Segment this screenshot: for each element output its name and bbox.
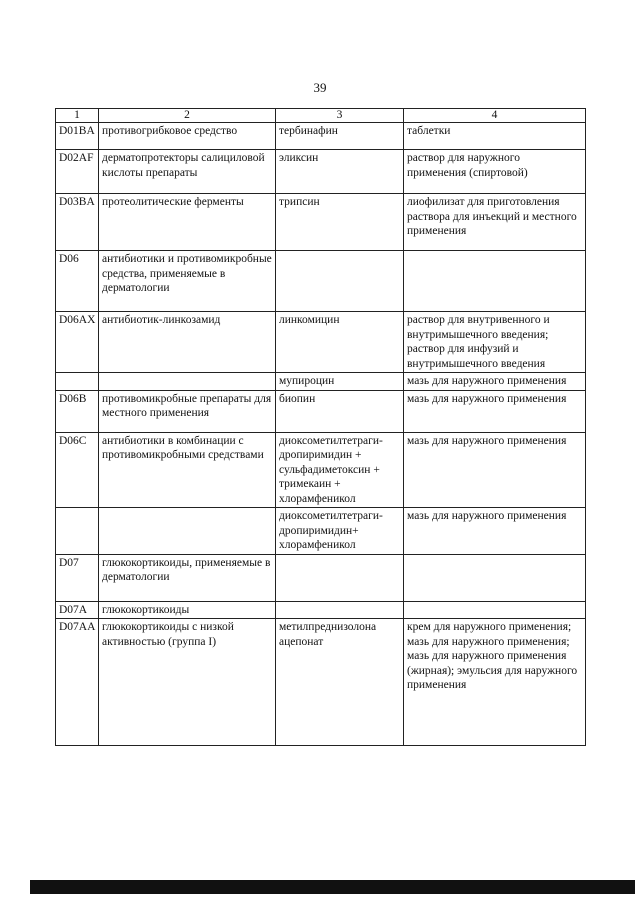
cell-substance: эликсин	[276, 150, 404, 194]
drug-classification-table	[55, 108, 586, 746]
cell-code: D01BA	[56, 123, 99, 150]
cell-substance: трипсин	[276, 194, 404, 251]
table-header-row	[56, 109, 586, 123]
cell-group: глюкокортикоиды	[99, 601, 276, 619]
column-header-form: 4	[404, 109, 586, 123]
cell-group: антибиотики и противомикробные средства, применяемые в дерматологии	[99, 251, 276, 312]
cell-substance: мупироцин	[276, 373, 404, 391]
table-row	[56, 312, 586, 373]
cell-group: антибиотик-линкозамид	[99, 312, 276, 373]
cell-form	[404, 251, 586, 312]
cell-code: D06AX	[56, 312, 99, 373]
column-header-substance: 3	[276, 109, 404, 123]
cell-substance: диоксометилтетраги-дропиримидин + сульфадиметоксин + тримекаин + хлорамфеникол	[276, 432, 404, 508]
cell-substance: метилпреднизолона ацепонат	[276, 619, 404, 746]
table-row	[56, 601, 586, 619]
cell-group: дерматопротекторы салициловой кислоты препараты	[99, 150, 276, 194]
cell-substance	[276, 554, 404, 601]
cell-form: таблетки	[404, 123, 586, 150]
cell-code: D02AF	[56, 150, 99, 194]
cell-group: противогрибковое средство	[99, 123, 276, 150]
cell-form: лиофилизат для приготовления раствора для инъекций и местного применения	[404, 194, 586, 251]
cell-substance	[276, 251, 404, 312]
cell-code: D06C	[56, 432, 99, 508]
table-row	[56, 251, 586, 312]
table-row	[56, 373, 586, 391]
cell-substance	[276, 601, 404, 619]
page-number: 39	[313, 80, 327, 95]
cell-group	[99, 373, 276, 391]
table-row	[56, 194, 586, 251]
cell-form	[404, 601, 586, 619]
table-row	[56, 619, 586, 746]
table-row	[56, 150, 586, 194]
cell-code	[56, 373, 99, 391]
table-body	[56, 123, 586, 746]
cell-code	[56, 508, 99, 555]
cell-substance: тербинафин	[276, 123, 404, 150]
cell-group: противомикробные препараты для местного применения	[99, 390, 276, 432]
table-row	[56, 508, 586, 555]
cell-form: крем для наружного применения; мазь для наружного применения; мазь для наружного применения (жирная); эмульсия для наружного применения	[404, 619, 586, 746]
cell-form	[404, 554, 586, 601]
column-header-code: 1	[56, 109, 99, 123]
column-header-group: 2	[99, 109, 276, 123]
cell-substance: диоксометилтетраги-дропиримидин+ хлорамфеникол	[276, 508, 404, 555]
cell-code: D07AA	[56, 619, 99, 746]
bottom-scan-bar	[30, 880, 635, 894]
table-row	[56, 123, 586, 150]
table-row	[56, 390, 586, 432]
cell-group	[99, 508, 276, 555]
cell-code: D06	[56, 251, 99, 312]
cell-code: D03BA	[56, 194, 99, 251]
table-row	[56, 432, 586, 508]
cell-form: мазь для наружного применения	[404, 432, 586, 508]
cell-group: антибиотики в комбинации с противомикробными средствами	[99, 432, 276, 508]
cell-form: раствор для наружного применения (спиртовой)	[404, 150, 586, 194]
cell-group: глюкокортикоиды, применяемые в дерматологии	[99, 554, 276, 601]
cell-form: мазь для наружного применения	[404, 373, 586, 391]
table-row	[56, 554, 586, 601]
cell-form: мазь для наружного применения	[404, 390, 586, 432]
cell-code: D06B	[56, 390, 99, 432]
cell-code: D07A	[56, 601, 99, 619]
cell-code: D07	[56, 554, 99, 601]
cell-substance: линкомицин	[276, 312, 404, 373]
cell-group: глюкокортикоиды с низкой активностью (группа I)	[99, 619, 276, 746]
cell-form: раствор для внутривенного и внутримышечного введения; раствор для инфузий и внутримышечного введения	[404, 312, 586, 373]
cell-substance: биопин	[276, 390, 404, 432]
cell-form: мазь для наружного применения	[404, 508, 586, 555]
cell-group: протеолитические ферменты	[99, 194, 276, 251]
